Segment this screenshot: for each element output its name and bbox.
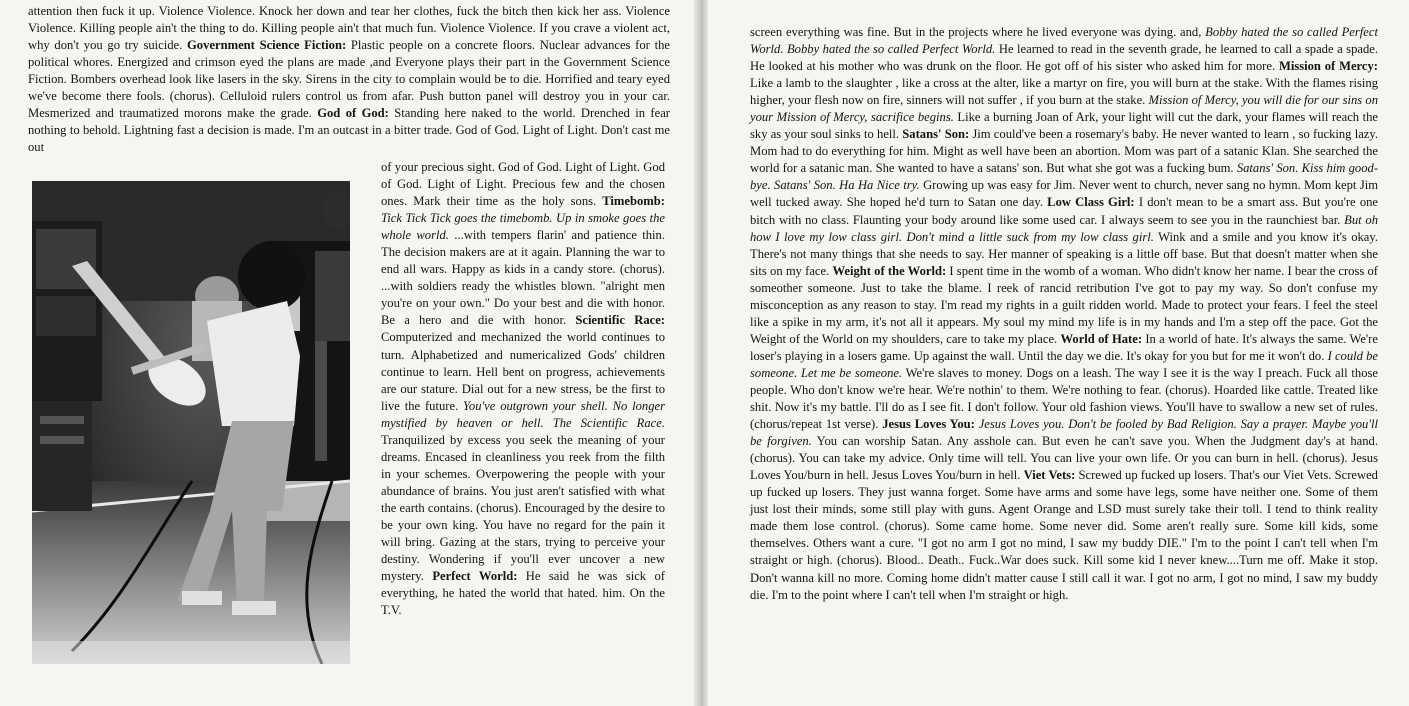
chorus-line: But oh how I love my low class girl. Don't mind a little suck from my low class girl. [750,212,1379,244]
lyric-text: ...with tempers flarin' and patience thin. The decision makers are at it again. Planning the war to end all wars. Happy as kids in a candy store. (chorus). ...with soldiers ready the whistles blown. "alright men you're on your own." Do your best and die with honor. Be a hero and die with honor. [381,228,665,328]
song-title: Mission of Mercy: [1278,59,1378,74]
right-page-paragraph [750,24,1378,604]
lyric-text: Wink and a smile and you know it's okay. There's not many things that she needs to say. Her manner of speaking is a little off base. But that doesn't matter when she sits on my face. [750,229,1379,278]
lyric-text: Like a burning Joan of Ark, your light will cut the dark, your flames will reach the sky as your soul sinks to hell. [750,110,1379,142]
lyric-text: Screwed up fucked up losers. That's our Viet Vets. Screwed up fucked up losers. They just wanna forget. Some have arms and some have legs, some have neither one. Some of them just lost their minds, some still play with guns. Agent Orange and LSD must surely take their toll. I tend to think reality made them lose control. (chorus). Some came home. Some never did. Some aren't really sure. Some kill kids, some themselves. Others want a cure. "I got no arm I got no mind, I saw my buddy DIE." I'm to the point I can't tell when I'm straight or high. (chorus). Blood.. Death.. Fuck..War does suck. Kill some kid I never knew....Turn me off. Make it stop. Don't wanna kill no more. Coming home didn't matter cause I still call it war. I got no arm, I got no mind, I saw my buddy die. I'm to the point where I can't tell when I'm straight or high. [750,468,1378,602]
lyric-text: Like a lamb to the slaughter , like a cross at the alter, like a martyr on fire, you will burn at the stake. With the flames rising higher, your flesh now on fire, sinners will not suffer , if you burn at the stake. [750,76,1378,108]
lyric-text: Plastic people on a concrete floors. Nuclear advances for the political whores. Energized and crimson eyed the plans are made ,and Everyone plays their part in the Government Science Fiction. Bombers overhead look like lasers in the sky. Sirens in the city to complain would be to die. Horrified and teary eyed we've become there fools. (chorus). Celluloid rulers control us from afar. Push button panel will destroy you in your car. Mesmerized and traumatized morons make the grade. [28,38,670,121]
lyric-text: I don't mean to be a smart ass. But you're one bitch with no class. Flaunting your body around like some used car. I always seem to see you in the raunchiest bar. [750,195,1378,227]
lyric-text: of your precious sight. God of God. Light of Light. God of God. Light of Light. Precious few and the chosen ones. Mark their time as the holy sons. [381,160,665,209]
song-title: Viet Vets: [1023,468,1076,483]
song-title: Timebomb: [602,194,665,209]
left-page [0,0,694,706]
chorus-line: Tick Tick Tick goes the timebomb. Up in smoke goes the whole world. [381,211,665,243]
book-gutter [694,0,708,706]
left-top-paragraph [28,3,670,156]
chorus-line: Bobby hated the so called Perfect World. Bobby hated the so called Perfect World. [750,25,1378,57]
chorus-line: Jesus Loves you. Don't be fooled by Bad Religion. Say a prayer. Maybe you'll be forgiven. [750,417,1379,449]
left-column-paragraph [381,159,665,619]
band-photo [32,181,350,664]
chorus-line: Mission of Mercy, you will die for our sins on your Mission of Mercy, sacrifice begins. [750,93,1378,125]
lyric-text: Jim could've been a rosemary's baby. He never wanted to learn , so fucking lazy. Mom had to do everything for him. Might as well have been an abortion. Mom was part of a satanic Klan. She searched the world for a satanic man. She wanted to have a satans' son. But what she got was a fucking bum. [750,127,1378,176]
song-title: Satans' Son: [902,127,970,142]
song-title: Jesus Loves You: [882,417,975,432]
chorus-line: You've outgrown your shell. No longer mystified by heaven or hell. The Scientific Race. [381,398,666,430]
song-title: God of God: [317,106,389,121]
lyric-text: I spent time in the womb of a woman. Who didn't know her name. I bear the cross of someother someone. Just to take the blame. I reek of rancid retribution I've got to pay my way. So don't confuse my misconception as any reason to stay. I'm read my rights in a guilt ridden world. Made to protect your fears. I feel the steel like a spike in my arm, it's not all it appears. My soul my mind my life is in my hands and I'm a step off the pace. Got the Weight of the World on my shoulders, care to take my place. [750,263,1378,346]
song-title: Perfect World: [432,569,518,584]
lyric-text: He learned to read in the seventh grade, he learned to call a spade a spade. He looked at his mother who was drunk on the floor. He got off of his sister who asked him for more. [750,42,1378,74]
guitarist-photo-graphic [32,181,350,664]
song-title: Scientific Race: [575,313,665,328]
lyric-text: Computerized and mechanized the world continues to turn. Alphabetized and numericalized Gods' children continue to learn. Hell bent on progress, achievements are our stature. Dial out for a new stress, be the first to live the future. [381,330,665,413]
chorus-line: Satans' Son. Kiss him good-bye. Satans' Son. Ha Ha Nice try. [750,161,1379,193]
song-title: Government Science Fiction: [187,38,347,53]
chorus-line: I could be someone. Let me be someone. [750,348,1378,380]
lyric-text: In a world of hate. It's always the same. We're loser's playing in a losers game. Up against the wall. Until the day we die. It's okay for you but for me it won't do. [750,331,1378,363]
song-title: Weight of the World: [832,263,947,278]
lyric-text: We're slaves to money. Dogs on a leash. The way I see it is the way I preach. Fuck all those people. Who don't know we're hear. We're nothin' to them. We're nothing to fear. (chorus). Hoarded like cattle. Treated like shit. Now it's my battle. I'll do as I see fit. I don't follow. Your old fashion views. You'll have to swallow a new set of rules. (chorus/repeat 1st verse). [750,365,1378,432]
lyric-text: He said he was sick of everything, he hated the world that hated. him. On the T.V. [381,569,665,618]
lyric-text: Standing here naked to the world. Drenched in fear nothing to behold. Lightning fast a decision is made. I'm an outcast in a bitter trade. God of God. Light of Light. Don't cast me out [28,106,670,155]
lyric-text: Growing up was easy for Jim. Never went to church, never sang no hymn. Mom kept Jim well tucked away. She hoped he'd turn to Satan one day. [750,178,1379,210]
lyric-text: screen everything was fine. But in the projects where he lived everyone was dying. and, [750,25,1206,39]
lyric-text: You can worship Satan. Any asshole can. But even he can't save you. When the Judgment day's at hand.(chorus). You can take my advice. Only time will tell. You can live your own life. Or you can burn in hell. (chorus). Jesus Loves You/burn in hell. Jesus Loves You/burn in hell. [750,434,1378,483]
lyric-text: Tranquilized by excess you seek the meaning of your dreams. Encased in cleanliness you reek from the filth in your schemes. Overpowering the people with your abundance of brains. You just aren't satisfied with what the earth contains. (chorus). Encouraged by the desire to be your own king. You have no regard for the pain it will bring. Gazing at the stars, trying to perceive your destiny. Wondering if you'll ever uncover a new mystery. [381,432,665,584]
song-title: Low Class Girl: [1047,195,1135,210]
lyric-text: attention then fuck it up. Violence Violence. Knock her down and tear her clothes, fuck the bitch then kick her ass. Violence Violence. Killing people ain't the thing to do. Killing people ain't that much fun. Violence Violence. If you crave a violent act, why don't you go try suicide. [28,4,670,53]
song-title: World of Hate: [1060,331,1143,346]
